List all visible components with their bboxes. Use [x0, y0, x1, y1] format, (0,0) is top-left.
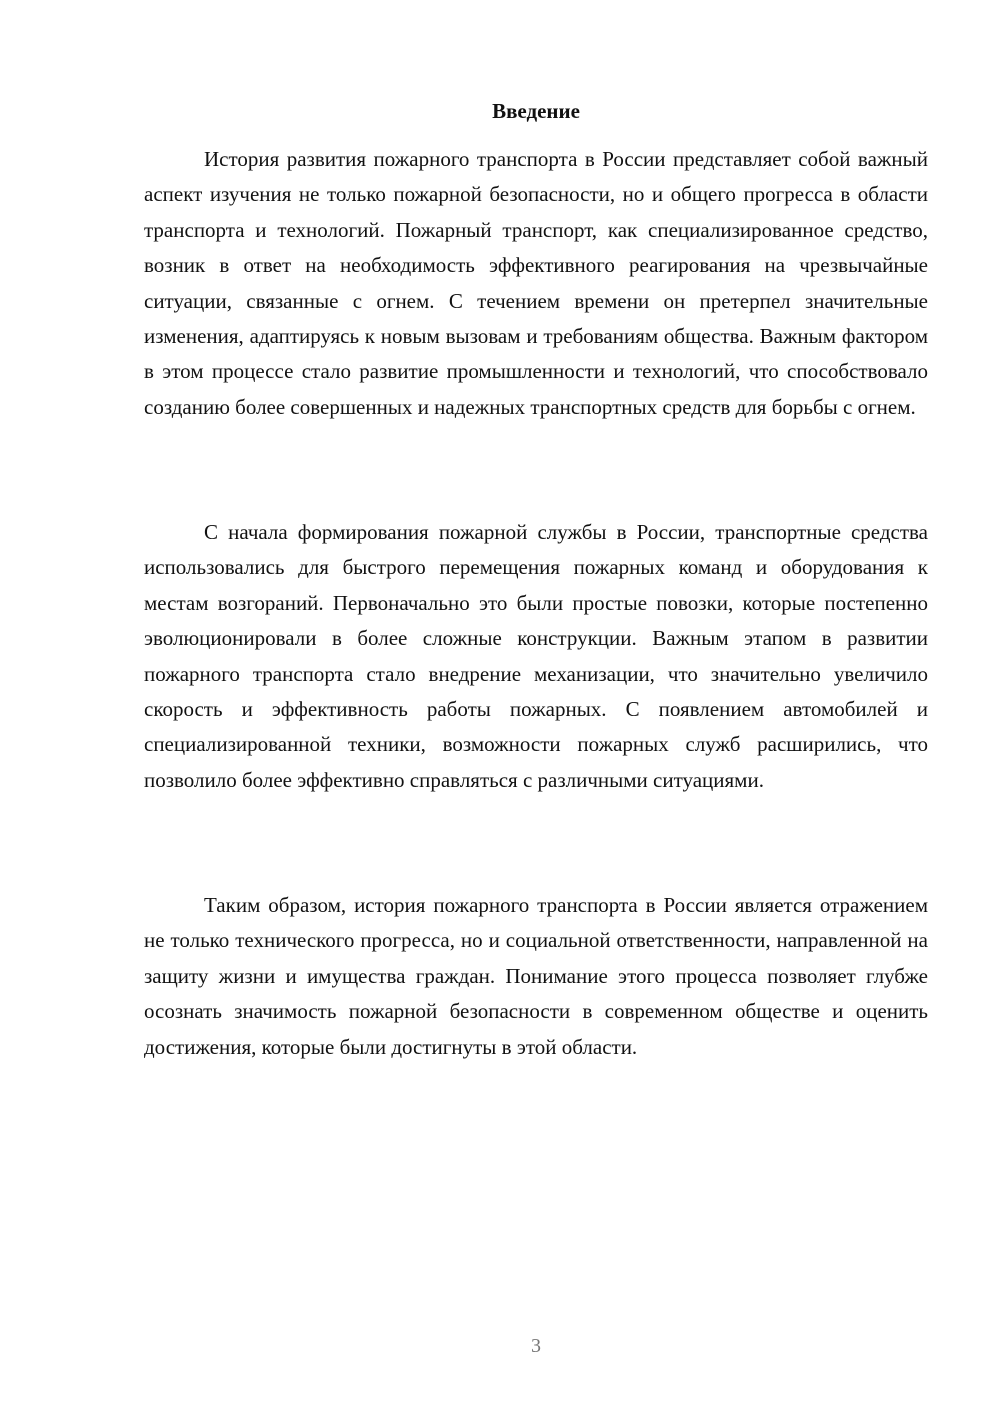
- paragraph-2: С начала формирования пожарной службы в России, транспортные средства использовались для быстрого перемещения пожарных команд и оборудования к местам возгораний. Первоначально это были простые повозки, которые постепенно эволюционировали в более сложные конструкции. Важным этапом в развитии пожарного транспорта стало внедрение механизации, что значительно увеличило скорость и эффективность работы пожарных. С появлением автомобилей и специализированной техники, возможности пожарных служб расширились, что позволило более эффективно справляться с различными ситуациями.: [144, 520, 928, 792]
- paragraph-3: Таким образом, история пожарного транспорта в России является отражением не только технического прогресса, но и социальной ответственности, направленной на защиту жизни и имущества граждан. Понимание этого процесса позволяет глубже осознать значимость пожарной безопасности в современном обществе и оценить достижения, которые были достигнуты в этой области.: [144, 893, 928, 1059]
- page-number: 3: [531, 1335, 541, 1357]
- section-title: Введение: [492, 99, 580, 123]
- paragraph-1: История развития пожарного транспорта в России представляет собой важный аспект изучения не только пожарной безопасности, но и общего прогресса в области транспорта и технологий. Пожарный транспорт, как специализированное средство, возник в ответ на необходимость эффективного реагирования на чрезвычайные ситуации, связанные с огнем. С течением времени он претерпел значительные изменения, адаптируясь к новым вызовам и требованиям общества. Важным фактором в этом процессе стало развитие промышленности и технологий, что способствовало созданию более совершенных и надежных транспортных средств для борьбы с огнем.: [144, 147, 928, 419]
